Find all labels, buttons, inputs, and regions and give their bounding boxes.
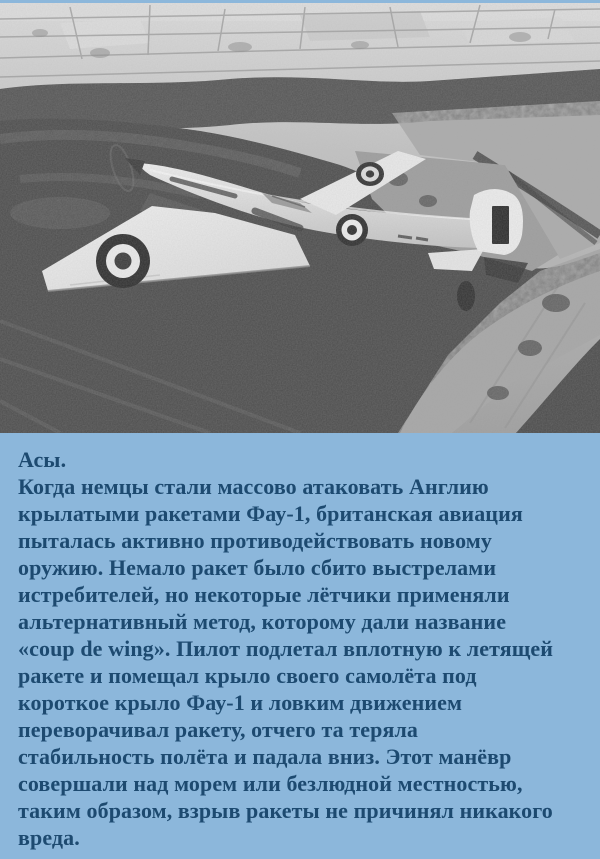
article-line: истребителей, но некоторые лётчики применяли [18, 582, 510, 607]
article-line: вреда. [18, 825, 80, 850]
article-line: Когда немцы стали массово атаковать Англию [18, 474, 489, 499]
article-line: таким образом, взрыв ракеты не причинял никакого [18, 798, 553, 823]
article-line: стабильность полёта и падала вниз. Этот манёвр [18, 744, 512, 769]
article-text [0, 433, 600, 856]
article-line: «coup de wing». Пилот подлетал вплотную к летящей [18, 636, 554, 661]
aircraft-photo [0, 3, 600, 433]
film-grain-overlay [0, 3, 600, 433]
article-line: альтернативный метод, которому дали название [18, 609, 507, 634]
landscape [0, 3, 600, 433]
article-title: Асы. [18, 447, 67, 472]
article-line: крылатыми ракетами Фау-1, британская авиация [18, 501, 523, 526]
article-line: короткое крыло Фау-1 и ловким движением [18, 690, 463, 715]
article-line: переворачивал ракету, отчего та теряла [18, 717, 419, 742]
article-line: совершали над морем или безлюдной местностью, [18, 771, 523, 796]
article-line: пыталась активно противодействовать новому [18, 528, 492, 553]
article-line: ракете и помещал крыло своего самолёта под [18, 663, 477, 688]
article-line: оружию. Немало ракет было сбито выстрелами [18, 555, 497, 580]
post-card [0, 3, 600, 859]
